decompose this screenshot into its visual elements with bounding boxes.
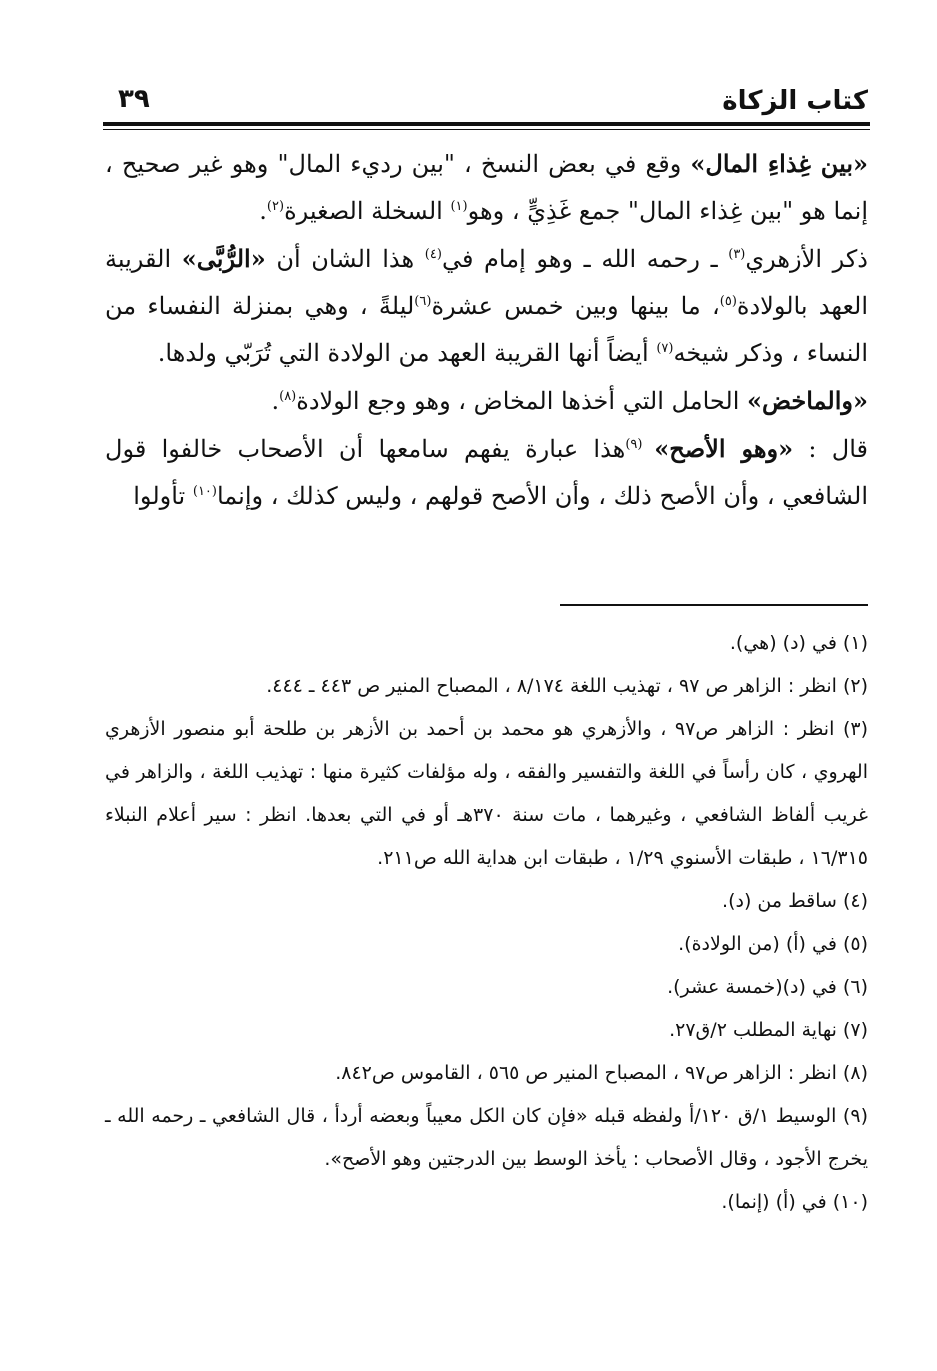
- lemma: «الرُّبَّى»: [181, 244, 266, 273]
- footnote-ref[interactable]: (٧): [656, 341, 674, 356]
- paragraph-4: [105, 425, 868, 520]
- text-run: .: [271, 387, 280, 415]
- footnote-separator: [560, 604, 868, 606]
- footnote-4: (٤) ساقط من (د).: [722, 890, 868, 912]
- footnote-10: (١٠) في (أ) (إنما).: [721, 1191, 868, 1213]
- lemma: «وهو الأصح»: [654, 434, 794, 463]
- text-run: القريبة العهد بالولادة: [105, 245, 869, 320]
- text-run: هذا الشان أن: [265, 245, 425, 273]
- text-run: السخلة الصغيرة: [284, 197, 451, 225]
- header-rule-thin: [103, 129, 870, 130]
- text-run: ، ما بينها وبين خمس عشرة: [431, 292, 720, 320]
- text-run: ـ رحمه الله ـ وهو إمام في: [441, 245, 729, 273]
- paragraph-1: [105, 140, 868, 235]
- header-rule-thick: [103, 122, 870, 126]
- main-text: [105, 140, 868, 520]
- running-header: [108, 84, 868, 120]
- chapter-title: كتاب الزكاة: [722, 86, 868, 116]
- text-run: تأولوا: [133, 482, 193, 510]
- text-run: الحامل التي أخذها المخاض ، وهو وجع الولادة: [296, 387, 747, 415]
- footnote-2: (٢) انظر : الزاهر ص ٩٧ ، تهذيب اللغة ٨/١٧٤ ، المصباح المنير ص ٤٤٣ ـ ٤٤٤.: [266, 675, 868, 697]
- footnote-ref[interactable]: (٨): [279, 389, 297, 404]
- footnote-ref[interactable]: (١٠): [192, 484, 217, 499]
- footnote-6: (٦) في (د)(خمسة عشر).: [667, 976, 868, 998]
- text-run: .: [259, 197, 267, 225]
- page-number: ٣٩: [118, 84, 150, 114]
- text-run: ذكر الأزهري: [745, 245, 868, 273]
- text-run: ليلةً ، وهي بمنزلة النفساء من النساء ، وذكر شيخه: [105, 292, 868, 367]
- footnote-ref[interactable]: (٩): [625, 437, 655, 452]
- text-run: وقع في بعض النسخ ، "بين رديء المال" وهو غير صحيح ، إنما هو "بين غِذاء المال" جمع غَذِيٍّ ، وهو: [105, 150, 868, 225]
- footnote-ref[interactable]: (٢): [266, 199, 285, 214]
- text-run: هذا عبارة يفهم سامعها أن الأصحاب خالفوا قول الشافعي ، وأن الأصح ذلك ، وأن الأصح قولهم ، وليس كذلك ، وإنما: [105, 435, 868, 510]
- lemma: «بين غِذاءِ المال»: [690, 149, 868, 178]
- footnote-5: (٥) في (أ) (من الولادة).: [678, 933, 868, 955]
- text-run: أيضاً أنها القريبة العهد من الولادة التي تُرَبّي ولدها.: [157, 339, 657, 367]
- footnote-ref[interactable]: (٤): [424, 247, 442, 262]
- paragraph-2: [105, 235, 868, 377]
- lemma: «والماخض»: [747, 386, 868, 415]
- text-run: قال :: [793, 435, 868, 463]
- paragraph-3: [105, 377, 868, 425]
- footnote-8: (٨) انظر : الزاهر ص٩٧ ، المصباح المنير ص ٥٦٥ ، القاموس ص٨٤٢.: [335, 1062, 868, 1084]
- footnote-ref[interactable]: (١): [450, 199, 468, 214]
- footnote-1: (١) في (د) (هي).: [729, 632, 868, 654]
- footnote-9: (٩) الوسيط ١/ق ١٢٠/أ ولفظه قبله «فإن كان الكل معيباً وبعضه أردأ ، قال الشافعي ـ رحمه الله ـ يخرج الأجود ، وقال الأصحاب : يأخذ الوسط بين الدرجتين وهو الأصح».: [105, 1105, 868, 1170]
- footnotes: [105, 622, 868, 1224]
- footnote-ref[interactable]: (٣): [728, 247, 746, 262]
- footnote-ref[interactable]: (٦): [414, 294, 432, 309]
- footnote-ref[interactable]: (٥): [719, 294, 737, 309]
- footnote-7: (٧) نهاية المطلب ٢/ق٢٧.: [669, 1019, 868, 1041]
- footnote-3: (٣) انظر : الزاهر ص٩٧ ، والأزهري هو محمد بن أحمد بن الأزهر بن طلحة أبو منصور الأزهري الهروي ، كان رأساً في اللغة والتفسير والفقه ، وله مؤلفات كثيرة منها : تهذيب اللغة ، والزاهر في غريب ألفاظ الشافعي ، وغيرهما ، مات سنة ٣٧٠هـ أو في التي بعدها. انظر : سير أعلام النبلاء ١٦/٣١٥ ، طبقات الأسنوي ١/٢٩ ، طبقات ابن هداية الله ص٢١١.: [105, 718, 868, 869]
